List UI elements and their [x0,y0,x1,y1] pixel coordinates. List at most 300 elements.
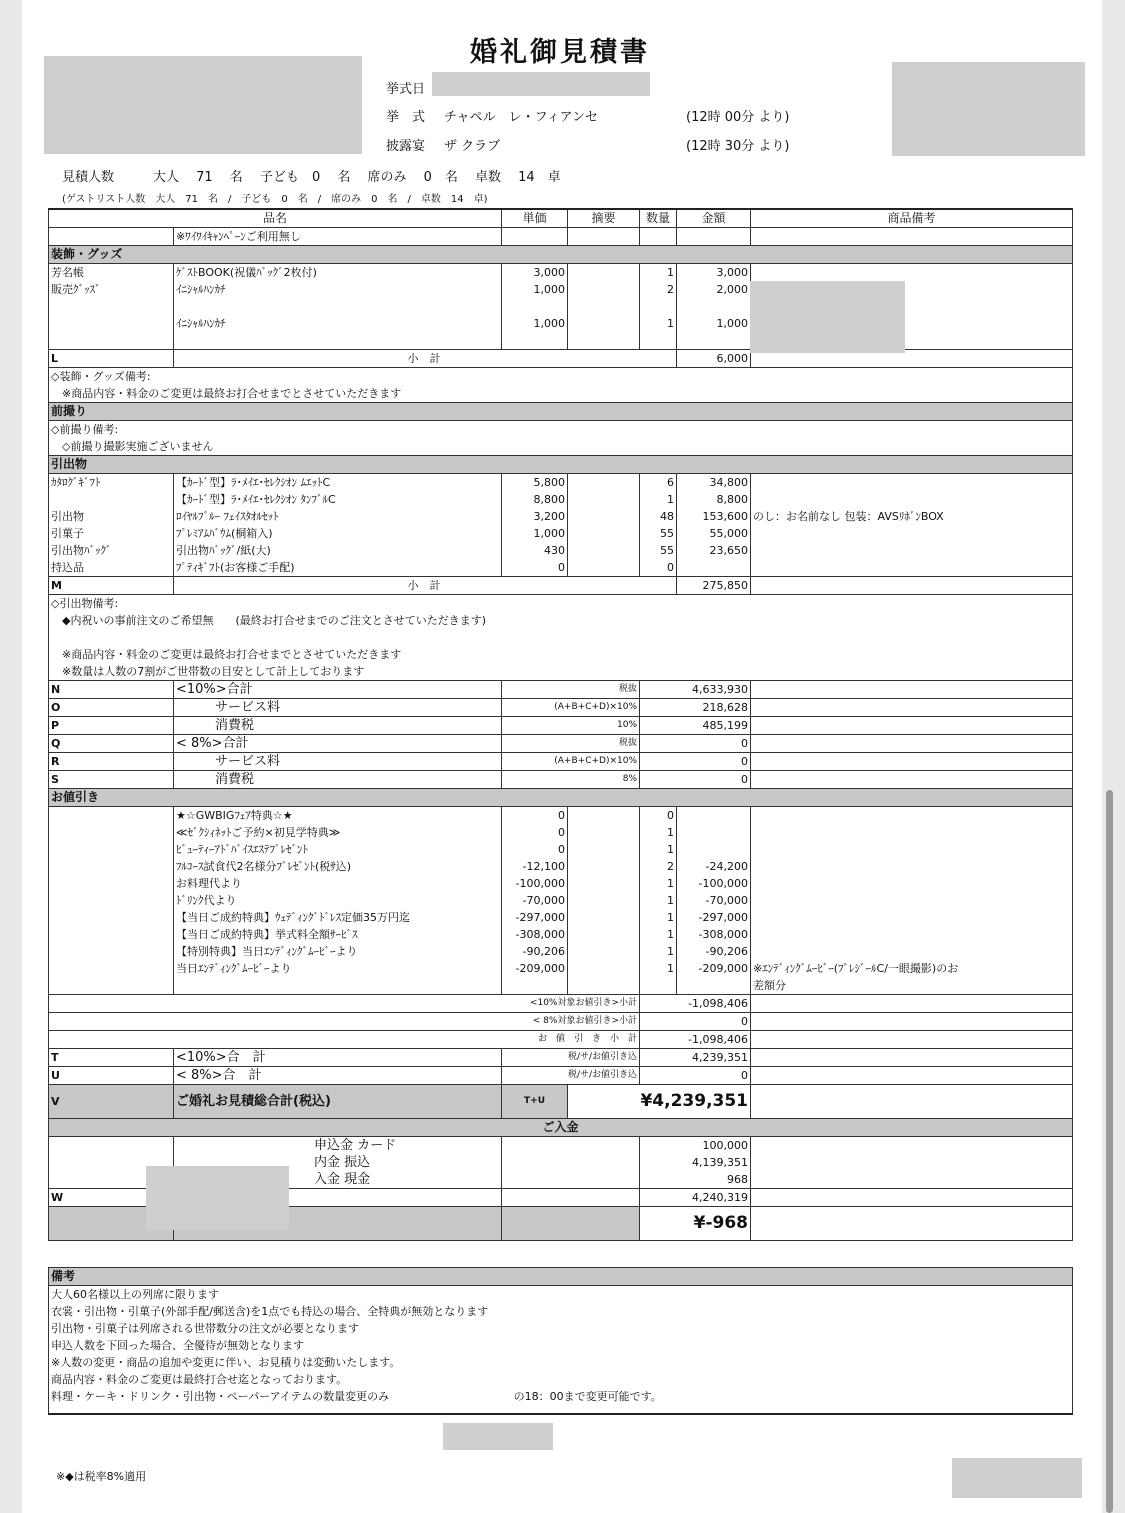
item-name-cell: 【ｶｰﾄﾞ型】ﾗ･ﾒｲｴ･ｾﾚｸｼｵﾝ ﾀﾝﾌﾞﾙC [174,491,502,508]
payment-total-amount: 4,240,319 [640,1189,751,1207]
payment-amount: 968 [640,1171,751,1189]
balance-amount: ¥-968 [640,1207,751,1241]
tax-row [49,771,1073,789]
unit-price-cell: 0 [502,807,568,825]
item-name-cell: ※ﾜｲﾜｲｷｬﾝﾍﾟｰﾝご利用無し [174,228,502,246]
note-text: ◇装飾・グッズ備考: [49,368,1073,386]
tax-label: <10%>合 計 [174,1049,502,1067]
discount-label: <10%対象お値引き>小計 [49,995,640,1013]
remarks-cell [568,508,640,525]
tax-row [49,681,1073,699]
item-name-cell [174,332,502,350]
amount-cell [677,332,751,350]
remarks-cell [568,264,640,282]
item-name-cell: ﾄﾞﾘﾝｸ代より [174,892,502,909]
tax-row [49,699,1073,717]
table-header [49,209,1073,228]
quantity-cell: 1 [640,315,677,332]
tax-row [49,735,1073,753]
empty-cell [751,1171,1073,1189]
product-note-cell: 差額分 [751,977,1073,995]
amount-cell [677,298,751,315]
item-name-cell: 当日ｴﾝﾃﾞｨﾝｸﾞﾑｰﾋﾞｰより [174,960,502,977]
row-code: W [49,1189,174,1207]
empty-cell [751,1067,1073,1085]
item-name-cell: ﾛｲﾔﾙﾌﾞﾙｰ ﾌｪｲｽﾀｵﾙｾｯﾄ [174,508,502,525]
product-note-cell [751,909,1073,926]
amount-cell: -297,000 [677,909,751,926]
note-text: 商品内容・料金のご変更は最終打合せ迄となっております。 [49,1371,1073,1388]
tax-amount: 218,628 [640,699,751,717]
category-cell: 引菓子 [49,525,174,542]
empty-cell [751,771,1073,789]
row-code: T [49,1049,174,1067]
quantity-cell [640,977,677,995]
category-cell [49,824,174,841]
tax-label: < 8%>合計 [174,735,502,753]
quantity-cell: 55 [640,525,677,542]
table-row [49,332,1073,350]
note-row [49,421,1073,439]
item-name-cell: ﾌﾟﾚﾐｱﾑﾊﾞｳﾑ(桐箱入) [174,525,502,542]
column-header: 数量 [640,209,677,228]
unit-price-cell: 3,000 [502,264,568,282]
redaction-block [750,281,905,353]
amount-cell [677,824,751,841]
note-row [49,1388,1073,1405]
note-text: 衣裳・引出物・引菓子(外部手配/郵送含)を1点でも持込の場合、全特典が無効となります [49,1303,1073,1320]
reception-label: 披露宴 [386,139,426,154]
unit-price-cell [502,298,568,315]
note-text: 申込人数を下回った場合、全優待が無効となります [49,1337,1073,1354]
discount-amount: -1,098,406 [640,1031,751,1049]
row-code: P [49,717,174,735]
tax-note: 税/サ/お値引き込 [502,1067,640,1085]
subtotal-label: 小 計 [174,350,677,368]
product-note-cell [751,559,1073,577]
tax-label: 消費税 [174,771,502,789]
empty-cell [751,753,1073,771]
product-note-cell [751,892,1073,909]
discount-amount: -1,098,406 [640,995,751,1013]
unit-price-cell [502,332,568,350]
tax-note: (A+B+C+D)×10% [502,753,640,771]
item-name-cell: ﾌﾙｺｰｽ試食代2名様分ﾌﾟﾚｾﾞﾝﾄ(税ｻ込) [174,858,502,875]
discount-label: お 値 引 き 小 計 [49,1031,640,1049]
remarks-cell [568,332,640,350]
note-row [49,595,1073,613]
amount-cell: -100,000 [677,875,751,892]
remarks-cell [568,542,640,559]
scrollbar[interactable] [1106,790,1113,1513]
note-row [49,612,1073,629]
note-row [49,1371,1073,1388]
tax-label: <10%>合計 [174,681,502,699]
category-cell [49,892,174,909]
amount-cell: 55,000 [677,525,751,542]
note-text: 引出物・引菓子は列席される世帯数分の注文が必要となります [49,1320,1073,1337]
table-row [49,841,1073,858]
unit-price-cell: 1,000 [502,315,568,332]
amount-cell: 23,650 [677,542,751,559]
product-note-cell [751,841,1073,858]
product-note-cell [751,525,1073,542]
table-row [49,926,1073,943]
quantity-cell: 6 [640,474,677,492]
unit-price-cell: 0 [502,559,568,577]
tax-amount: 0 [640,771,751,789]
table-row [49,892,1073,909]
tax-row [49,717,1073,735]
tax-amount: 4,239,351 [640,1049,751,1067]
category-cell [49,909,174,926]
remarks-cell [568,491,640,508]
remarks-cell [568,474,640,492]
category-cell [49,875,174,892]
empty-cell [751,1207,1073,1241]
empty-cell [751,995,1073,1013]
category-cell [49,977,174,995]
table-row [49,858,1073,875]
amount-cell: 1,000 [677,315,751,332]
product-note-cell: ※ｴﾝﾃﾞｨﾝｸﾞﾑｰﾋﾞｰ(ﾌﾟﾚｼﾞｰﾙC/一眼撮影)のお [751,960,1073,977]
headcount-line: 見積人数 大人 71 名 子ども 0 名 席のみ 0 名 卓数 14 卓 [62,170,561,185]
amount-cell [677,228,751,246]
table-row [49,824,1073,841]
note-text [49,629,1073,646]
item-name-cell: 引出物ﾊﾞｯｸﾞ/紙(大) [174,542,502,559]
amount-cell [677,841,751,858]
note-text: ◇引出物備考: [49,595,1073,613]
category-cell: 芳名帳 [49,264,174,282]
product-note-cell [751,228,1073,246]
note-text: ◆内祝いの事前注文のご希望無 (最終お打合せまでのご注文とさせていただきます) [49,612,1073,629]
unit-price-cell: 430 [502,542,568,559]
empty-cell [49,1137,174,1155]
category-cell: 引出物ﾊﾞｯｸﾞ [49,542,174,559]
discount-label: < 8%対象お値引き>小計 [49,1013,640,1031]
unit-price-cell [502,228,568,246]
quantity-cell: 1 [640,491,677,508]
column-header: 金額 [677,209,751,228]
empty-cell [751,735,1073,753]
table-row [49,909,1073,926]
category-cell [49,298,174,315]
item-name-cell: ｹﾞｽﾄBOOK(祝儀ﾊﾞｯｸﾞ2枚付) [174,264,502,282]
note-text: ※商品内容・料金のご変更は最終お打合せまでとさせていただきます [49,385,1073,403]
row-code: R [49,753,174,771]
item-name-cell: ≪ｾﾞｸｼｨﾈｯﾄご予約×初見学特典≫ [174,824,502,841]
row-code: L [49,350,174,368]
section-header [49,789,1073,807]
amount-cell: -308,000 [677,926,751,943]
note-row [49,1303,1073,1320]
section-title: 装飾・グッズ [49,246,1073,264]
tax-amount: 485,199 [640,717,751,735]
quantity-cell: 2 [640,281,677,298]
category-cell [49,491,174,508]
quantity-cell: 55 [640,542,677,559]
unit-price-cell: 8,800 [502,491,568,508]
section-title: お値引き [49,789,1073,807]
table-row [49,474,1073,492]
category-cell [49,960,174,977]
product-note-cell [751,824,1073,841]
discount-subtotal-row [49,995,1073,1013]
section-header [49,1119,1073,1137]
tax-amount: 0 [640,735,751,753]
section-header [49,1268,1073,1286]
remarks-cell [568,807,640,825]
note-text: 大人60名様以上の列席に限ります [49,1286,1073,1304]
tax-label: 消費税 [174,717,502,735]
date-label: 挙式日 [386,82,426,97]
table-row [49,807,1073,825]
remarks-cell [568,960,640,977]
spacer-row [49,1405,1073,1414]
row-code: O [49,699,174,717]
item-name-cell: お料理代より [174,875,502,892]
unit-price-cell: -12,100 [502,858,568,875]
note-row [49,1337,1073,1354]
redaction-block [432,72,650,96]
payment-label: 申込金 カード [174,1137,502,1155]
empty-cell [502,1189,640,1207]
ceremony-time: (12時 00分 より) [686,110,790,125]
product-note-cell: のし：お名前なし 包装：AVSﾘﾎﾞﾝBOX [751,508,1073,525]
tax-note: 税/サ/お値引き込 [502,1049,640,1067]
empty-cell [751,1154,1073,1171]
empty-cell [751,577,1073,595]
payment-label: 入金 現金 [174,1171,502,1189]
note-row [49,629,1073,646]
remarks-cell [568,892,640,909]
payment-amount: 100,000 [640,1137,751,1155]
tax-amount: 0 [640,753,751,771]
subtotal-amount: 6,000 [677,350,751,368]
tax-label: サービス料 [174,699,502,717]
item-name-cell: ﾋﾞｭｰﾃｨｰｱﾄﾞﾊﾞｲｽｴｽﾃﾌﾟﾚｾﾞﾝﾄ [174,841,502,858]
tax-row [49,753,1073,771]
discount-subtotal-row [49,1031,1073,1049]
unit-price-cell: -90,206 [502,943,568,960]
table-row [49,960,1073,977]
remarks-cell [568,824,640,841]
section-header [49,403,1073,421]
note-row [49,646,1073,663]
reception-value: ザ クラブ [444,139,501,154]
unit-price-cell [502,977,568,995]
row-code: V [49,1085,174,1119]
grand-total-amount: ¥4,239,351 [568,1085,751,1119]
note-text: ◇前撮り撮影実施ございません [49,438,1073,456]
remarks-cell [568,943,640,960]
note-text: ※人数の変更・商品の追加や変更に伴い、お見積りは変動いたします。 [49,1354,1073,1371]
table-row [49,315,1073,332]
payment-amount: 4,139,351 [640,1154,751,1171]
empty-cell [751,1189,1073,1207]
remarks-cell [568,298,640,315]
product-note-cell [751,926,1073,943]
footnote: ※◆は税率8%適用 [56,1470,147,1483]
unit-price-cell: 1,000 [502,281,568,298]
table-row [49,228,1073,246]
amount-cell: -24,200 [677,858,751,875]
ceremony-value: チャペル レ・フィアンセ [444,110,599,125]
tax-label: < 8%>合 計 [174,1067,502,1085]
unit-price-cell: -70,000 [502,892,568,909]
subtotal-row [49,577,1073,595]
tax-note: (A+B+C+D)×10% [502,699,640,717]
column-header: 商品備考 [751,209,1073,228]
estimate-table [48,208,1073,1415]
table-row [49,264,1073,282]
tax-note: 10% [502,717,640,735]
table-row [49,298,1073,315]
category-cell [49,228,174,246]
empty-cell [751,681,1073,699]
category-cell [49,315,174,332]
grand-total-row [49,1085,1073,1119]
table-row [49,542,1073,559]
item-name-cell: ｲﾆｼｬﾙﾊﾝｶﾁ [174,281,502,298]
quantity-cell: 1 [640,943,677,960]
empty-cell [751,699,1073,717]
quantity-cell: 1 [640,909,677,926]
tax-row [49,1067,1073,1085]
amount-cell: -209,000 [677,960,751,977]
empty-cell [502,1137,640,1155]
empty-cell [751,1049,1073,1067]
remarks-cell [568,525,640,542]
tax-row [49,1049,1073,1067]
empty-cell [751,1085,1073,1119]
empty-cell [502,1154,640,1171]
table-row [49,525,1073,542]
amount-cell: 8,800 [677,491,751,508]
category-cell [49,332,174,350]
column-header: 摘要 [568,209,640,228]
product-note-cell [751,807,1073,825]
category-cell: 販売ｸﾞｯｽﾞ [49,281,174,298]
amount-cell [677,977,751,995]
amount-cell: 34,800 [677,474,751,492]
product-note-cell [751,858,1073,875]
column-header: 単価 [502,209,568,228]
grand-total-label: ご婚礼お見積総合計(税込) [174,1085,502,1119]
product-note-cell [751,264,1073,282]
remarks-cell [568,875,640,892]
quantity-cell [640,298,677,315]
product-note-cell [751,474,1073,492]
section-title: ご入金 [49,1119,1073,1137]
quantity-cell: 48 [640,508,677,525]
table-row [49,559,1073,577]
remarks-cell [568,559,640,577]
row-code: S [49,771,174,789]
quantity-cell: 1 [640,841,677,858]
payment-row [49,1137,1073,1155]
guestlist-line: (ゲストリスト人数 大人 71 名 / 子ども 0 名 / 席のみ 0 名 / 卓数 14 卓) [62,194,488,205]
section-title: 前撮り [49,403,1073,421]
product-note-cell [751,491,1073,508]
amount-cell: -90,206 [677,943,751,960]
subtotal-amount: 275,850 [677,577,751,595]
category-cell [49,926,174,943]
quantity-cell: 2 [640,858,677,875]
document-title: 婚礼御見積書 [470,37,650,68]
item-name-cell: 【特別特典】当日ｴﾝﾃﾞｨﾝｸﾞﾑｰﾋﾞｰより [174,943,502,960]
spacer [49,1405,1073,1414]
item-name-cell: ﾌﾟﾃｨｷﾞﾌﾄ(お客様ご手配) [174,559,502,577]
unit-price-cell: -308,000 [502,926,568,943]
tax-amount: 0 [640,1067,751,1085]
note-text: ※商品内容・料金のご変更は最終お打合せまでとさせていただきます [49,646,1073,663]
item-name-cell: 【ｶｰﾄﾞ型】ﾗ･ﾒｲｴ･ｾﾚｸｼｵﾝ ﾑｴｯﾄC [174,474,502,492]
row-code: M [49,577,174,595]
empty-cell [751,1013,1073,1031]
quantity-cell: 0 [640,807,677,825]
table-row [49,508,1073,525]
discount-amount: 0 [640,1013,751,1031]
unit-price-cell: 3,200 [502,508,568,525]
redaction-block [44,56,362,154]
remarks-cell [568,841,640,858]
item-name-cell: ｲﾆｼｬﾙﾊﾝｶﾁ [174,315,502,332]
grand-total-note: T+U [502,1085,568,1119]
category-cell [49,943,174,960]
redaction-block [892,62,1085,156]
subtotal-label: 小 計 [174,577,677,595]
category-cell: 引出物 [49,508,174,525]
unit-price-cell: -209,000 [502,960,568,977]
section-title: 備考 [49,1268,1073,1286]
row-code: Q [49,735,174,753]
tax-amount: 4,633,930 [640,681,751,699]
amount-cell: 3,000 [677,264,751,282]
note-text: ※数量は人数の7割がご世帯数の目安として計上しております [49,663,1073,681]
item-name-cell: ★☆GWBIGﾌｪｱ特典☆★ [174,807,502,825]
empty-cell [751,1031,1073,1049]
table-row [49,875,1073,892]
empty-cell [502,1171,640,1189]
section-title: 引出物 [49,456,1073,474]
empty-cell [751,1137,1073,1155]
remarks-cell [568,281,640,298]
reception-time: (12時 30分 より) [686,139,790,154]
category-cell [49,858,174,875]
amount-cell: 153,600 [677,508,751,525]
quantity-cell: 1 [640,875,677,892]
spacer [49,1241,1073,1268]
product-note-cell [751,943,1073,960]
remarks-cell [568,909,640,926]
remarks-cell [568,977,640,995]
quantity-cell: 0 [640,559,677,577]
note-row [49,663,1073,681]
unit-price-cell: 0 [502,824,568,841]
note-row [49,1286,1073,1304]
tax-label: サービス料 [174,753,502,771]
table-row [49,943,1073,960]
discount-subtotal-row [49,1013,1073,1031]
product-note-cell [751,542,1073,559]
item-name-cell: 【当日ご成約特典】ｳｪﾃﾞｨﾝｸﾞﾄﾞﾚｽ定価35万円迄 [174,909,502,926]
note-text: ◇前撮り備考: [49,421,1073,439]
remarks-cell [568,858,640,875]
note-row [49,385,1073,403]
category-cell: ｶﾀﾛｸﾞｷﾞﾌﾄ [49,474,174,492]
